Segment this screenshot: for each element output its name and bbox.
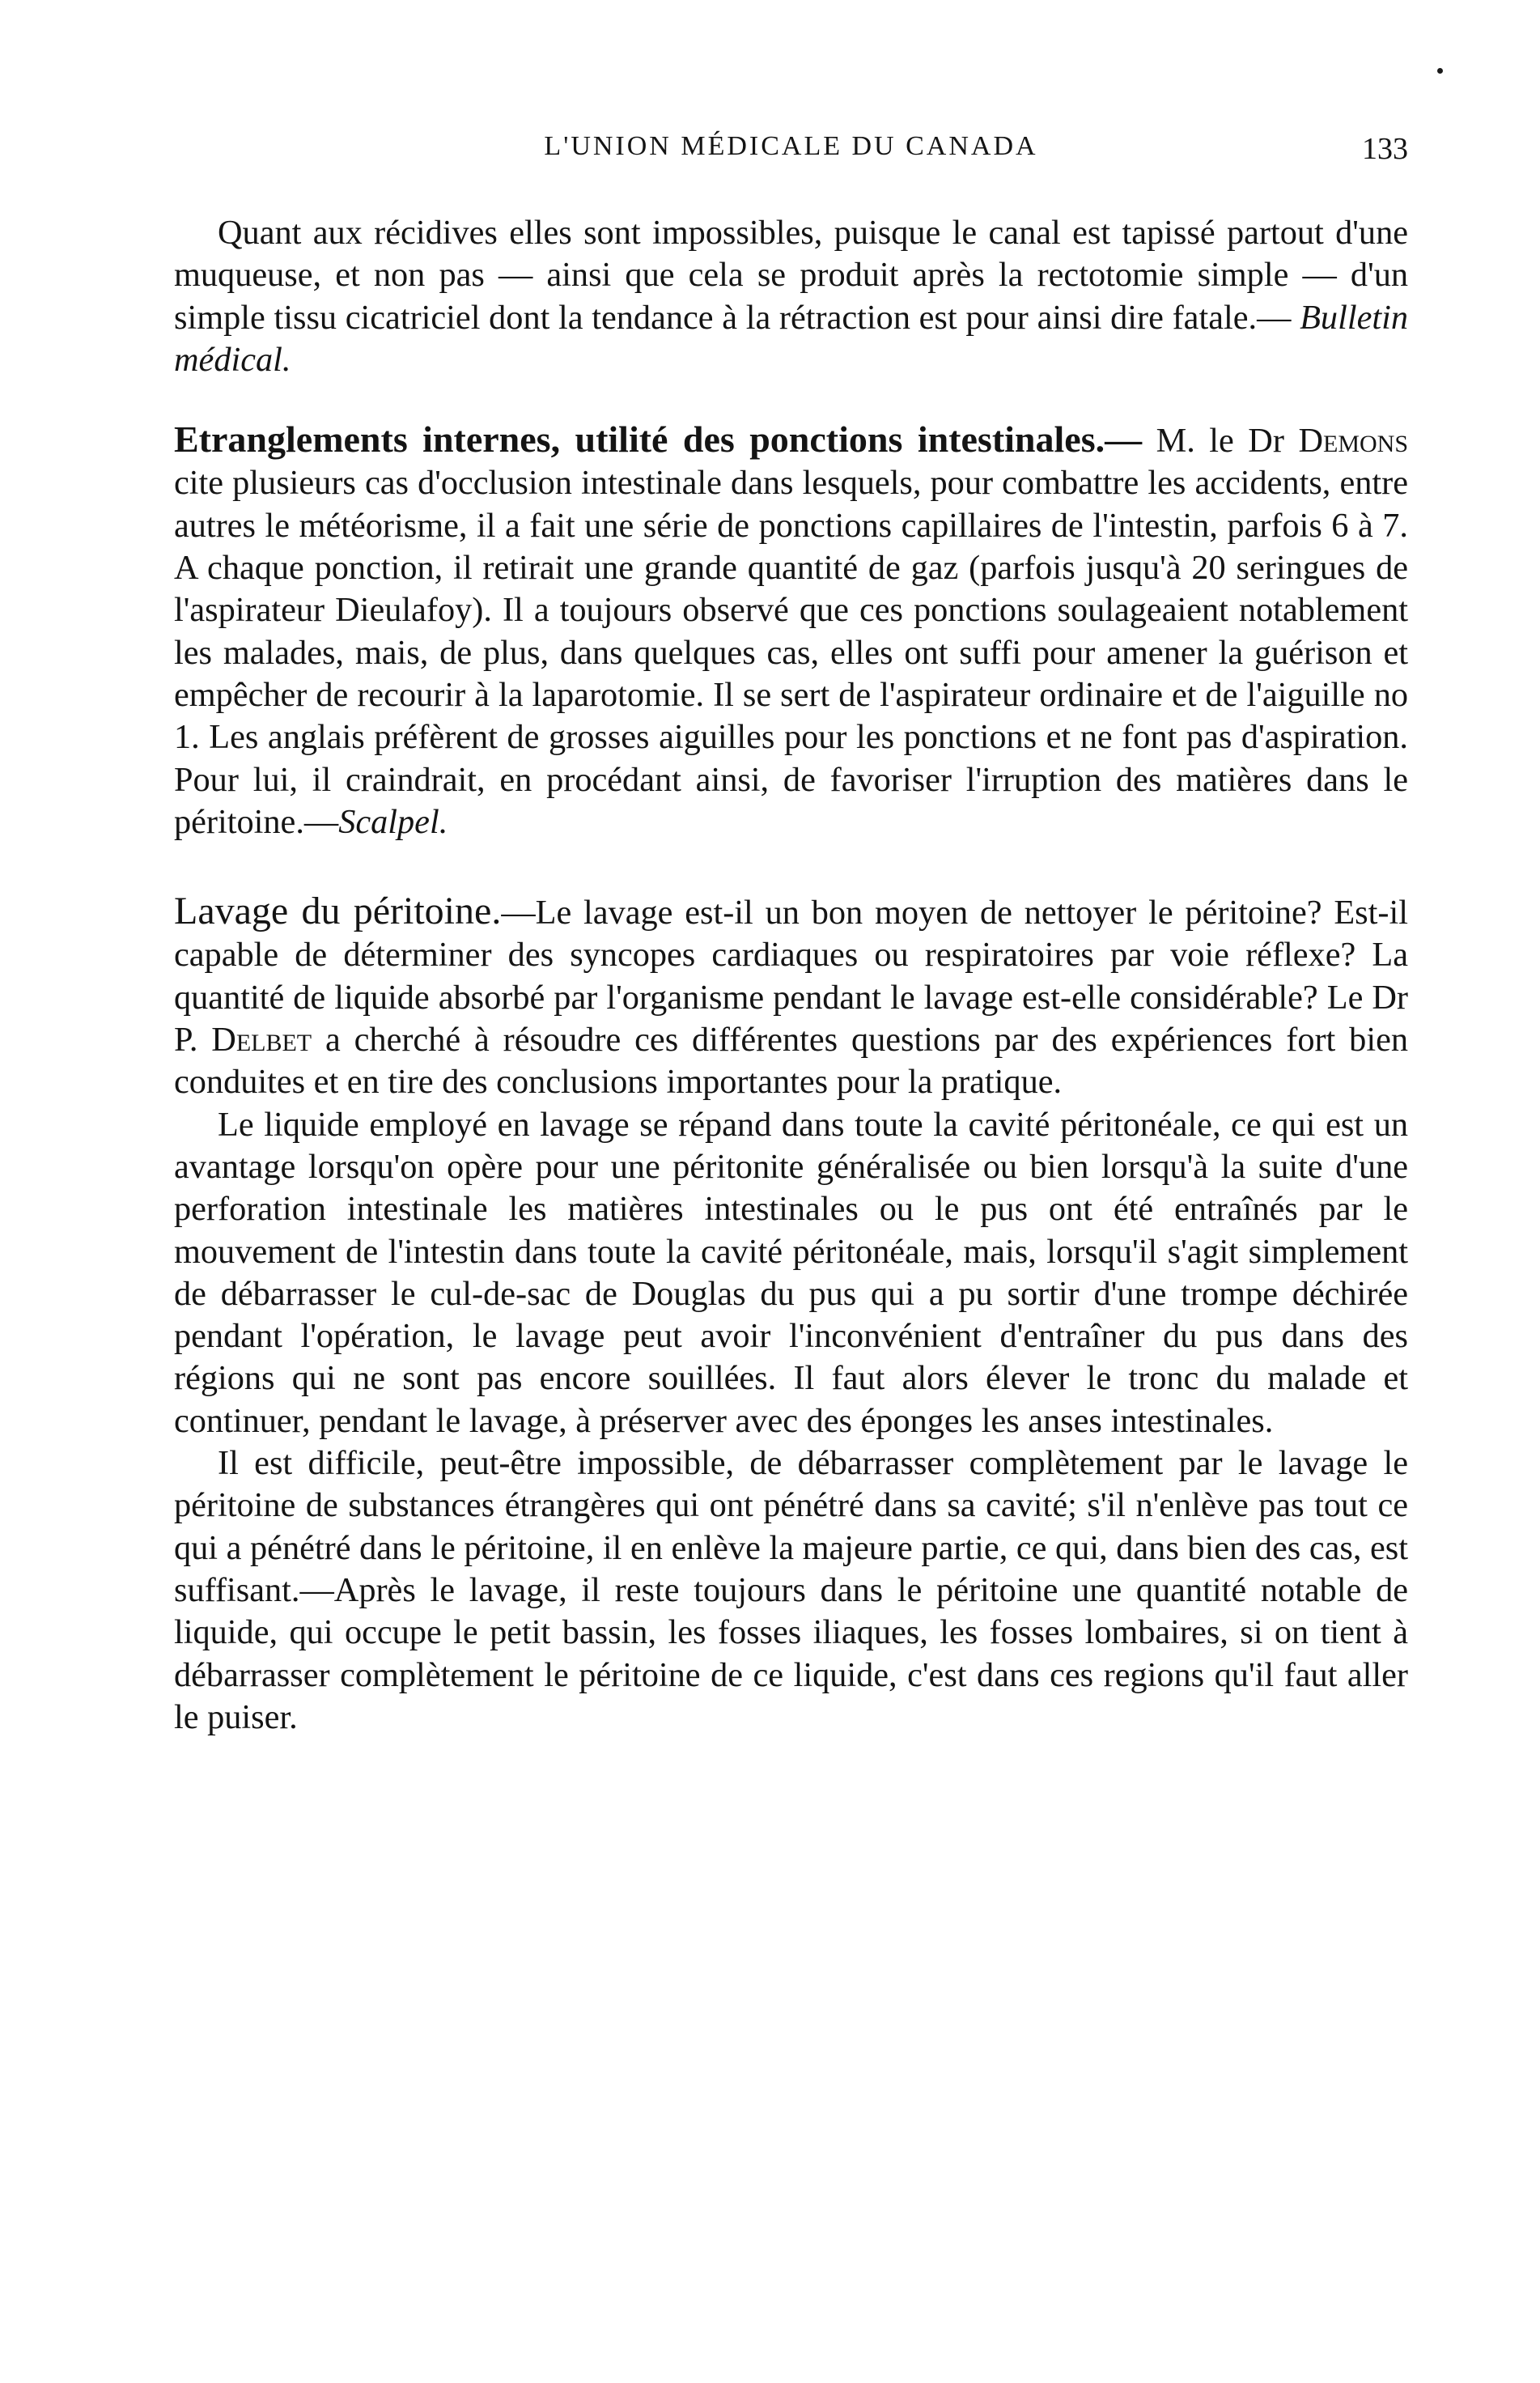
paragraph-text: Le liquide employé en lavage se répand dans toute la cavité péritonéale, ce qui est un avantage lorsqu'on opère pour une péritonite généralisée ou bien lorsqu'à la suite d'une perforation intestinale les matières intestinales ou le pus ont été entraînés par le mouvement de l'intestin dans toute la cavité péritonéale, mais, lorsqu'il s'agit simplement de débarrasser le cul-de-sac de Douglas du pus qui a pu sortir d'une trompe déchirée pendant l'opération, le lavage peut avoir l'inconvénient d'entraîner du pus dans des régions qui ne sont pas encore souillées. Il faut alors élever le tronc du malade et continuer, pendant le lavage, à préserver avec des éponges les anses intestinales. bbox=[174, 1105, 1408, 1440]
paragraph-text: —Le lavage est-il un bon moyen de nettoyer le péritoine? Est-il capable de déterminer des syncopes cardiaques ou respiratoires par voie réflexe? La quantité de liquide absorbé par l'organisme pendant le lavage est-elle considérable? Le Dr P. bbox=[174, 894, 1408, 1060]
article-body bbox=[174, 212, 1408, 1739]
page-number: 133 bbox=[1362, 132, 1408, 166]
paragraph-difficile bbox=[174, 1442, 1408, 1739]
paragraph-text: a cherché à résoudre ces différentes questions par des expériences fort bien conduites et en tire des conclusions importantes pour la pratique. bbox=[174, 1021, 1408, 1102]
section-title: Lavage du péritoine. bbox=[174, 890, 502, 933]
page-header bbox=[174, 131, 1408, 172]
paragraph-text: Il est difficile, peut-être impossible, de débarrasser complètement par le lavage le péritoine de substances étrangères qui ont pénétré dans sa cavité; s'il n'enlève pas tout ce qui a pénétré dans le péritoine, il en enlève la majeure partie, ce qui, dans bien des cas, est suffisant.—Après le lavage, il reste toujours dans le péritoine une quantité notable de liquide, qui occupe le petit bassin, les fosses iliaques, les fosses lombaires, si on tient à débarrasser complètement le péritoine de ce liquide, c'est dans ces regions qu'il faut aller le puiser. bbox=[174, 1444, 1408, 1736]
paragraph-liquide bbox=[174, 1104, 1408, 1442]
paragraph-text: Quant aux récidives elles sont impossibles, puisque le canal est tapissé partout d'une muqueuse, et non pas — ainsi que cela se produit après la rectotomie simple — d'un simple tissu cicatriciel dont la tendance à la rétraction est pour ainsi dire fatale.— bbox=[174, 214, 1408, 337]
paragraph-recidives bbox=[174, 212, 1408, 381]
running-title: L'UNION MÉDICALE DU CANADA bbox=[544, 131, 1038, 161]
source-citation: Bulletin médical. bbox=[174, 298, 1408, 379]
section-etranglements bbox=[174, 418, 1408, 843]
author-name: Demons bbox=[1298, 422, 1409, 461]
section-title: Etranglements internes, utilité des ponctions intestinales.— bbox=[174, 418, 1143, 461]
section-lavage bbox=[174, 890, 1408, 1103]
paragraph-text: M. le Dr bbox=[1142, 422, 1299, 461]
source-citation: Scalpel. bbox=[338, 802, 448, 841]
paragraph-text: cite plusieurs cas d'occlusion intestinale dans lesquels, pour combattre les accidents, entre autres le météorisme, il a fait une série de ponctions capillaires de l'intestin, parfois 6 à 7. A chaque ponction, il retirait une grande quantité de gaz (parfois jusqu'à 20 seringues de l'aspirateur Dieulafoy). Il a toujours observé que ces ponctions soulageaient notablement les malades, mais, de plus, dans quelques cas, elles ont suffi pour amener la guérison et empêcher de recourir à la laparotomie. Il se sert de l'aspirateur ordinaire et de l'aiguille no 1. Les anglais préfèrent de grosses aiguilles pour les ponctions et ne font pas d'aspiration. Pour lui, il craindrait, en procédant ainsi, de favoriser l'irruption des matières dans le péritoine.— bbox=[174, 464, 1408, 841]
print-speck bbox=[1437, 68, 1443, 74]
author-name: Delbet bbox=[211, 1021, 312, 1060]
